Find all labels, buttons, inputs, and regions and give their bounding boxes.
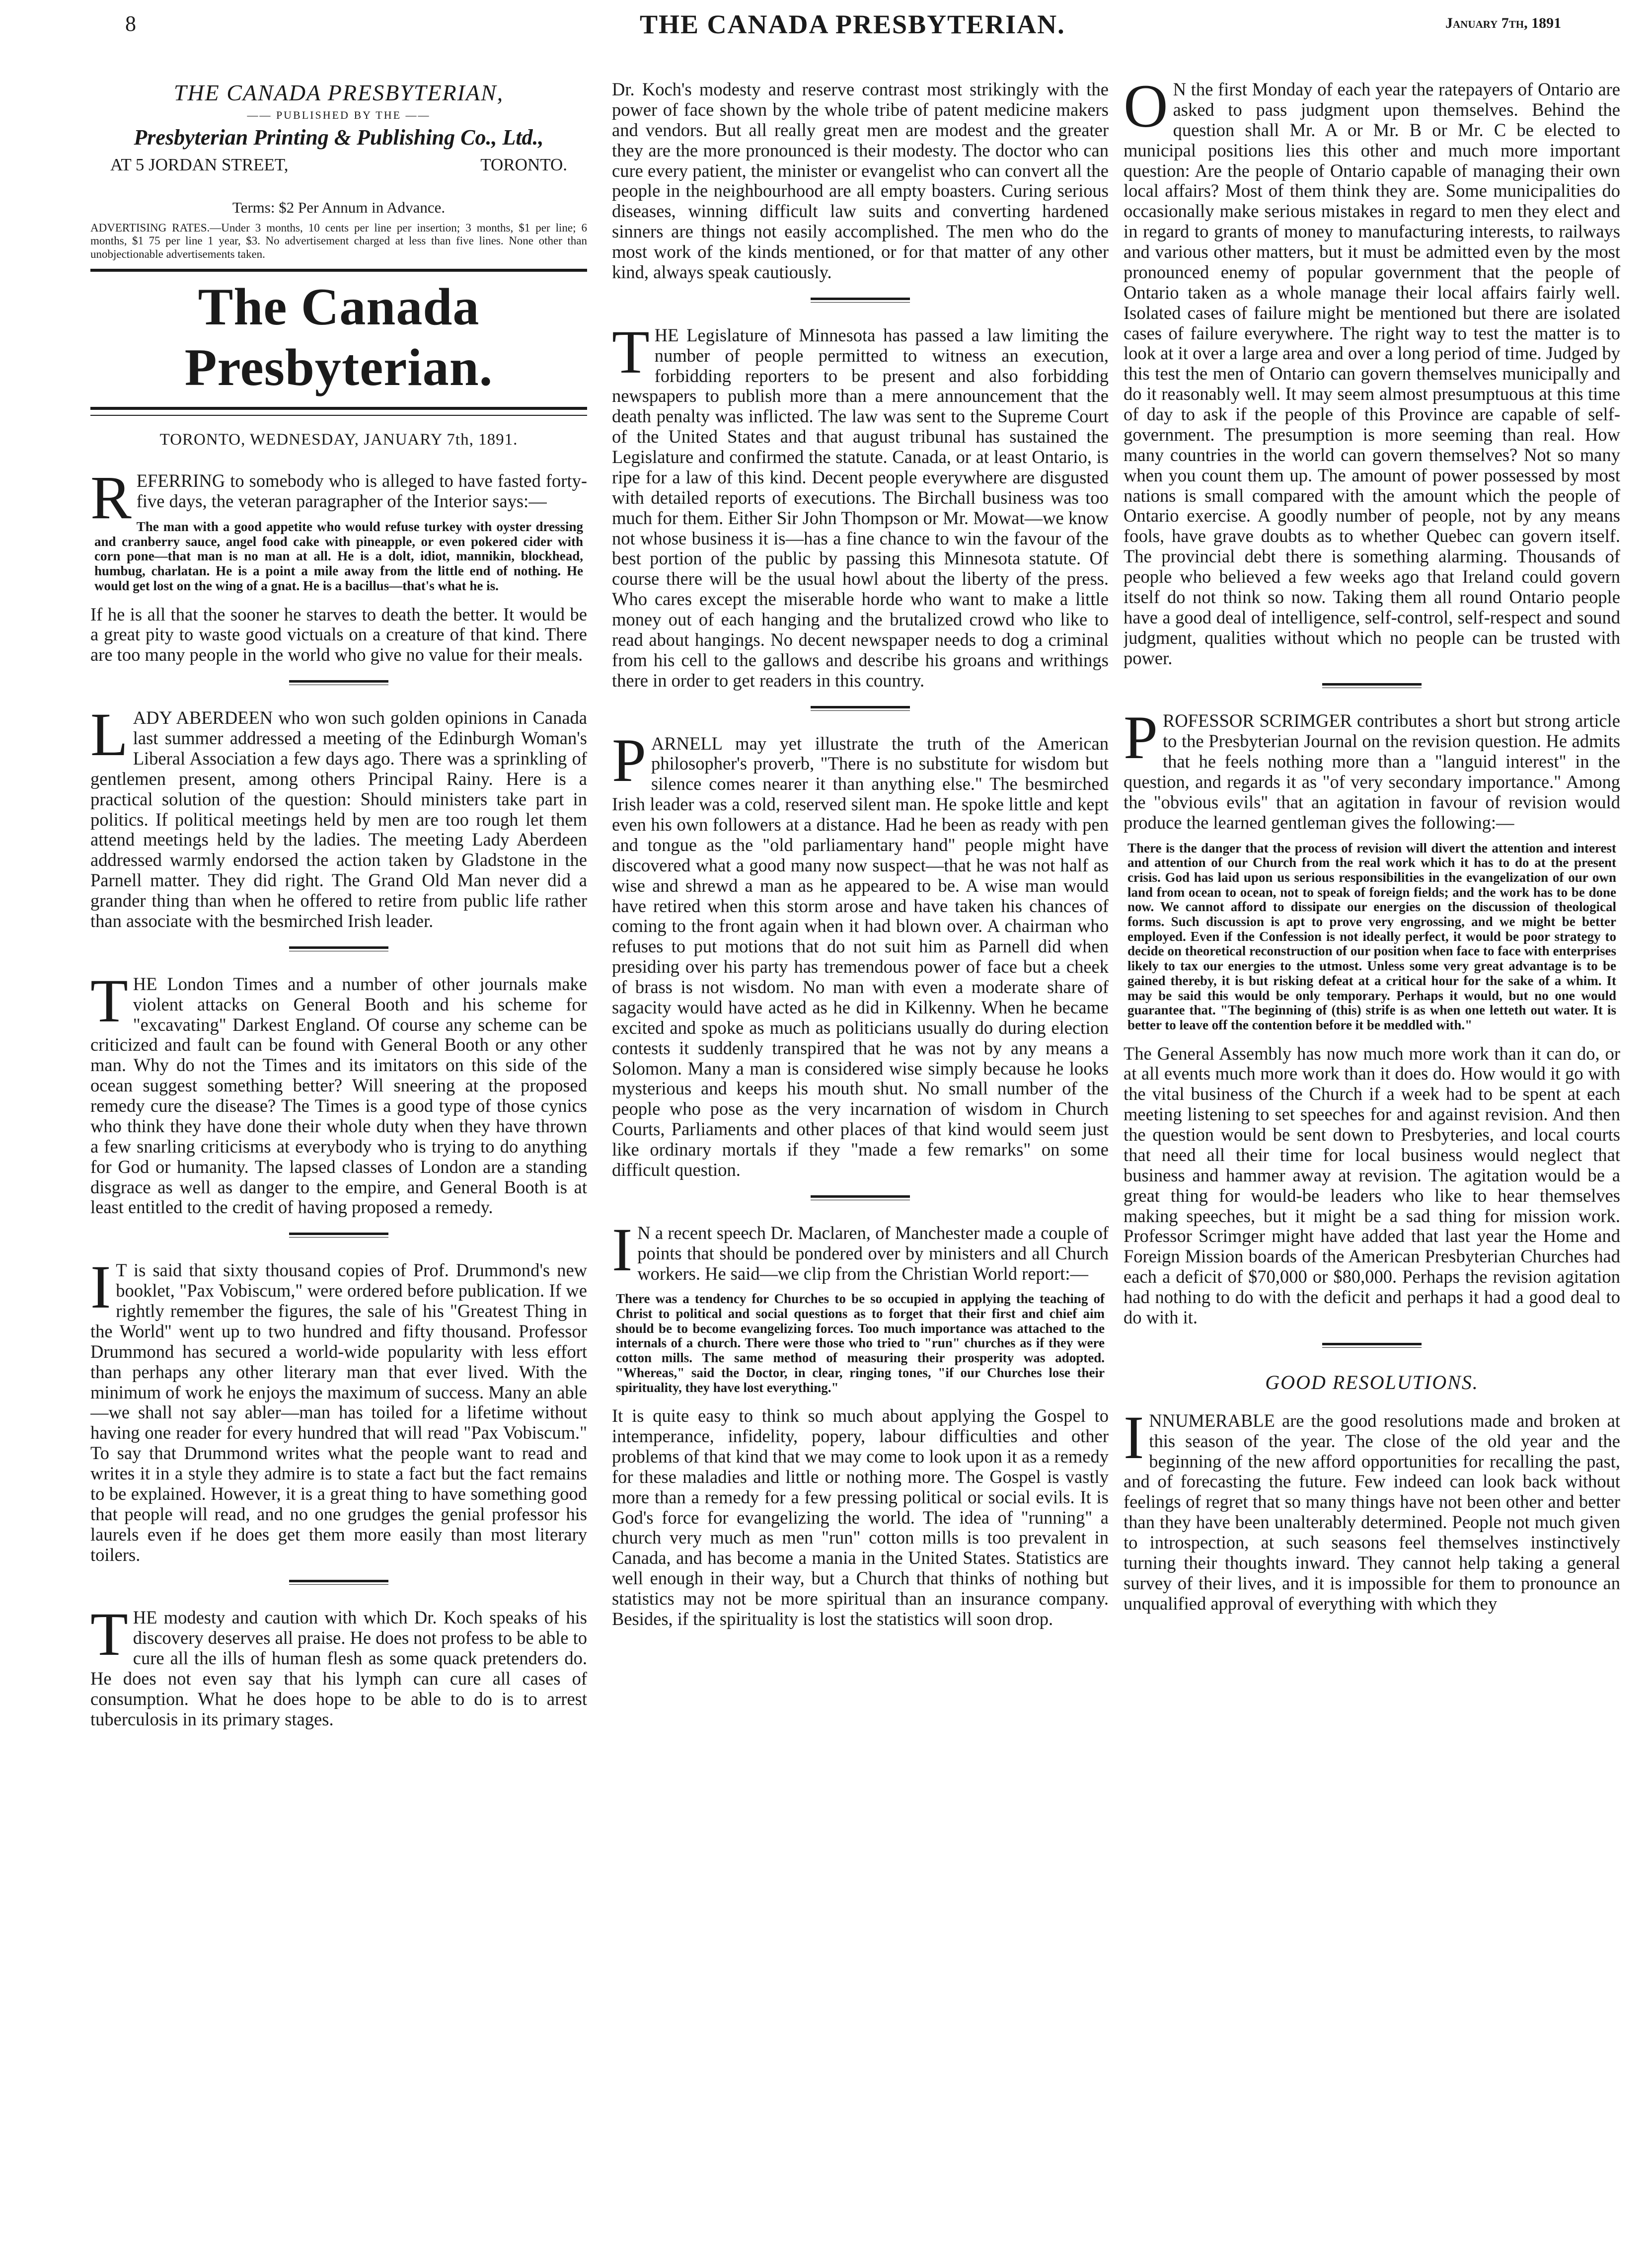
article-parnell: PARNELL may yet illustrate the truth of the American philosopher's proverb, "There is no substitute for wisdom but silence comes nearer it than anything else." The besmirched Irish leader was a cold, reserved silent man. He spoke little and kept even his own followers at a distance. Had he been as ready with pen and tongue as the "old parliamentary hand" people might have discovered what a good many now suspect—that he was not half as wise and shrewd a man as he appeared to be. A wise man would have retired when this storm arose and have taken his chances of coming to the front again when it had blown over. A chairman who refuses to put motions that do not suit him as Parnell did when presiding over his party has tremendous power of face but a cheek of brass is not wisdom. No man with even a moderate share of sagacity would have acted as he did in Kilkenny. When he became excited and spoke as much as politicians usually do during election contests it suddenly transpired that he was not by any means a Solomon. Many a man is considered wise simply because he looks mysterious and keeps his mouth shut. No small number of the people who pose as the very incarnation of wisdom in Church Courts, Parliaments and other places of that kind would seem just like ordinary mortals if they "made a few remarks" on some difficult question. xyxy=(612,726,1109,1180)
masthead-paper-name: THE CANADA PRESBYTERIAN, xyxy=(173,80,504,105)
article-london-times: THE London Times and a number of other journals make violent attacks on General Booth and his scheme for "excavating" Darkest England. Of course any scheme can be criticized and fault can be found with General Booth or any other man. Why do not the Times and its imitators on this side of the ocean suggest something better? Will sneering at the proposed remedy cure the disease? The Times is a good type of those cynics who think they have done their whole duty when they have thrown a few snarling criticisms at everybody who is trying to do anything for God or humanity. The lapsed classes of London are a standing disgrace as well as danger to the empire, and General Booth is at least entitled to the credit of having proposed a remedy. xyxy=(90,966,587,1218)
masthead-city: TORONTO. xyxy=(480,155,567,174)
article-lady-aberdeen: LADY ABERDEEN who won such golden opinions in Canada last summer addressed a meeting of the Edinburgh Woman's Liberal Association a few days ago. There was a sprinkling of gentlemen present, among others Principal Rainy. Here is a practical solution of the question: Should ministers take part in politics. If political meetings held by men are too rough let them attend meetings held by the ladies. The meeting Lady Aberdeen addressed warmly endorsed the action taken by Gladstone in the Parnell matter. They did right. The Grand Old Man never did a grander thing than when he offered to retire from public life rather than associate with the besmirched Irish leader. xyxy=(90,700,587,931)
article-koch: THE modesty and caution with which Dr. Koch speaks of his discovery deserves all praise. He does not profess to be able to cure all the ills of human flesh as some quack pretenders do. He does not even say that his lymph can cure all cases of consumption. What he does hope to be able to do is to arrest tuberculosis in its primary stages. xyxy=(90,1600,587,1729)
running-title: THE CANADA PRESBYTERIAN. xyxy=(640,9,1065,39)
masthead-terms: Terms: $2 Per Annum in Advance. xyxy=(232,199,446,216)
running-date: January 7th, 1891 xyxy=(1445,15,1562,31)
section-rule xyxy=(811,1195,910,1200)
dateline: TORONTO, WEDNESDAY, JANUARY 7th, 1891. xyxy=(159,431,518,449)
article-ontario-self-government: ON the first Monday of each year the ratepayers of Ontario are asked to pass judgment upon themselves. Behind the question shall Mr. A or Mr. B or Mr. C be elected to municipal positions lies this other and much more important question: Are the people of Ontario capable of managing their own local affairs? Most of them think they are. Some municipalities do occasionally make serious mistakes in regard to men they elect and in regard to grants of money to manufacturing interests, to railways and various other matters, but it must be admitted even by the most pronounced enemy of popular government that the people of Ontario taken as a whole manage their local affairs fairly well. Isolated cases of failure might be mentioned but there are isolated cases of failure everywhere. The right way to test the matter is to look at it over a large area and over a long period of time. Judged by this test the men of Ontario can govern themselves municipally and do it reasonably well. It may seem almost presumptuous at this time of day to ask if the people of this Province are capable of self-government. The presumption is more seeming than real. How many countries in the world can govern themselves? Not so many when you count them up. The amount of power possessed by most nations is small compared with the amount which the people of Ontario exercise. A goodly number of people, not by any means fools, have grave doubts as to whether Quebec can govern itself. The provincial debt there is something alarming. Thousands of people who believed a few weeks ago that Ireland could govern itself do not think so now. Taking them all round Ontario people have a good deal of intelligence, self-control, self-respect and sound judgment, qualities without which no people can be trusted with power. xyxy=(1124,79,1620,668)
quote-christian-world: There was a tendency for Churches to be so occupied in applying the teaching of Christ to political and social questions as to forget that their first and chief aim should be to become evangelizing forces. Too much importance was attached to the internals of a church. There were those who tried to "run" churches as if they were cotton mills. The same method of measuring their prosperity was adopted. "Whereas," said the Doctor, in clear, ringing tones, "if our Churches lose their spirituality, they have lost everything." xyxy=(616,1291,1105,1395)
advertising-rates: ADVERTISING RATES.—Under 3 months, 10 cents per line per insertion; 3 months, $1 per line; 6 months, $1 75 per line 1 year, $3. No advertisement charged at less than five lines. None other than unobjectionable advertisements taken. xyxy=(90,222,587,260)
article-minnesota: THE Legislature of Minnesota has passed a law limiting the number of people permitted to witness an execution, forbidding reporters to be present and also forbidding newspapers to publish more than a mere announcement that the death penalty was inflicted. The law was sent to the Supreme Court of the United States and that august tribunal has sustained the Legislature and confirmed the statute. Canada, or at least Ontario, is ripe for a law of this kind. Decent people everywhere are disgusted with detailed reports of executions. The Birchall business was too much for them. Either Sir John Thompson or Mr. Mowat—we know not whose business it is—has a fine chance to win the favour of the best portion of the public by passing this Minnesota statute. Of course there will be the usual howl about the liberty of the press. Who cares except the miserable horde who want to make a little money out of each hanging and the brutalized crowd who like to read about hangings. No decent newspaper needs to dog a criminal from his cell to the gallows and describe his groans and writhings there in order to get readers in this country. xyxy=(612,317,1109,691)
section-rule xyxy=(1322,1343,1422,1348)
masthead-published-by: —— PUBLISHED BY THE —— xyxy=(247,109,431,121)
column-1 xyxy=(90,79,587,2226)
article-maclaren-cont: It is quite easy to think so much about applying the Gospel to intemperance, infidelity, popery, labour difficulties and other problems of that kind that we may come to look upon it as a remedy for these maladies and little or nothing more. The Gospel is vastly more than a remedy for a few pressing political or social evils. It is God's force for evangelizing the world. The idea of "running" a church very much as men "run" cotton mills is too prevalent in Canada, and has become a mania in the United States. Statistics are well enough in their way, but a Church that thinks of nothing but statistics may not be more spiritual than an insurance company. Besides, if the spirituality is lost the statistics will soon drop. xyxy=(612,1405,1109,1629)
section-rule xyxy=(811,706,910,711)
article-drummond: IT is said that sixty thousand copies of Prof. Drummond's new booklet, "Pax Vobiscum," were ordered before publication. If we rightly remember the figures, the sale of his "Greatest Thing in the World" went up to two hundred and fifty thousand. Professor Drummond has secured a world-wide popularity with less effort than perhaps any other literary man that ever lived. With the minimum of work he enjoys the maximum of success. Many an able—we shall not say abler—man has toiled for a lifetime without having one reader for every hundred that will read "Pax Vobiscum." To say that Drummond writes what the people want to read and writes it in a style they admire is to state a fact but the fact remains to be explained. However, it is a great thing to have something good that people will read, and no one grudges the genial professor his laurels even if he does get them more easily than most literary toilers. xyxy=(90,1253,587,1565)
article-fasting-cont: If he is all that the sooner he starves to death the better. It would be a great pity to waste good victuals on a creature of that kind. There are too many people in the world who give no value for their meals. xyxy=(90,604,587,665)
quote-interior: The man with a good appetite who would refuse turkey with oyster dressing and cranberry sauce, angel food cake with pineapple, or even pokered cider with corn pone—that man is no man at all. He is a dolt, idiot, mannikin, blockhead, humbug, charlatan. He is a point a mile away from the little end of nothing. He would get lost on the wing of a gnat. He is a bacillus—that's what he is. xyxy=(94,519,583,593)
title-rule-thin xyxy=(90,415,587,416)
article-scrimger-cont: The General Assembly has now much more work than it can do, or at all events much more work than it does do. How would it go with the vital business of the Church if a week had to be spent at each meeting listening to set speeches for and against revision. And then the question would be sent down to Presbyteries, and local courts that need all their time for local business would neglect that business and hammer away at revision. The agitation would be a great thing for would-be leaders who like to hear themselves making speeches, but it might be a sad thing for mission work. Professor Scrimger might have added that last year the Home and Foreign Mission boards of the American Presbyterian Churches had each a deficit of $70,000 or $80,000. Perhaps the revision agitation had nothing to do with the deficit and perhaps it had a good deal to do with it. xyxy=(1124,1043,1620,1327)
quote-scrimger: There is the danger that the process of revision will divert the attention and interest and attention of our Church from the real work which it has to do at the present crisis. God has laid upon us serious responsibilities in the evangelization of our own land from ocean to ocean, not to speak of foreign fields; and the work has to be done now. We cannot afford to dissipate our energies on the discussion of theological forms. Such discussion is apt to prove very engrossing, and we might be better employed. Even if the Confession is not ideally perfect, it would be poor strategy to decide on theoretical reconstruction of our position when face to face with enterprises likely to tax our energies to the utmost. Unless some very great advantage is to be gained thereby, it is but risking defeat at a critical hour for the sake of a whim. It may be said this would be only temporary. Perhaps it would, but no one would guarantee that. "The beginning of (this) strife is as when one letteth out water. It is better to leave off the contention before it be meddled with." xyxy=(1127,840,1616,1032)
section-rule xyxy=(289,680,388,685)
article-maclaren: IN a recent speech Dr. Maclaren, of Manchester made a couple of points that should be pondered over by ministers and all Church workers. He said—we clip from the Christian World report:— xyxy=(612,1215,1109,1284)
title-rule-thick xyxy=(90,407,587,410)
masthead-rule xyxy=(90,269,587,272)
section-rule xyxy=(811,298,910,303)
section-rule xyxy=(289,1580,388,1585)
heading-good-resolutions: GOOD RESOLUTIONS. xyxy=(1265,1371,1479,1394)
running-header xyxy=(0,0,1652,55)
page-number: 8 xyxy=(125,11,136,36)
column-2 xyxy=(612,79,1109,2226)
article-scrimger: PROFESSOR SCRIMGER contributes a short but strong article to the Presbyterian Journal on the revision question. He admits that he feels nothing more than a "languid interest" in the question, and regards it as "of very secondary importance." Among the "obvious evils" that an agitation in favour of revision would produce the learned gentleman gives the following:— xyxy=(1124,703,1620,833)
section-rule xyxy=(289,946,388,951)
article-good-resolutions: INNUMERABLE are the good resolutions made and broken at this season of the year. The close of the old year and the beginning of the new afford opportunities for recalling the past, and of forecasting the future. Few indeed can look back without feelings of regret that so many things have not been other and better than they have been unalterably determined. People not much given to introspection, at such seasons feel themselves instinctively turning their thoughts inward. They cannot help taking a general survey of their lives, and it is impossible for them to pronounce an unqualified approval of everything with which they xyxy=(1124,1403,1620,1614)
section-rule xyxy=(1322,683,1422,688)
masthead-address: AT 5 JORDAN STREET, xyxy=(110,155,289,174)
article-fasting: REFERRING to somebody who is alleged to have fasted forty-five days, the veteran paragrapher of the Interior says:— xyxy=(90,464,587,532)
section-rule xyxy=(289,1233,388,1238)
masthead-address-line xyxy=(90,150,587,190)
column-3 xyxy=(1124,79,1620,2226)
masthead xyxy=(90,79,587,449)
masthead-publisher: Presbyterian Printing & Publishing Co., Ltd., xyxy=(134,125,544,150)
paper-title: The Canada Presbyterian. xyxy=(184,278,493,397)
article-koch-cont: Dr. Koch's modesty and reserve contrast most strikingly with the power of face shown by the whole tribe of patent medicine makers and vendors. But all really great men are modest and the greater they are the more pronounced is their modesty. The doctor who can cure every patient, the minister or evangelist who can convert all the people in the neighbourhood are all empty boasters. Curing serious diseases, winning difficult law suits and converting hardened sinners are things not easily accomplished. The men who do the most work of the kinds mentioned, or for that matter of any other kind, always speak cautiously. xyxy=(612,79,1109,282)
